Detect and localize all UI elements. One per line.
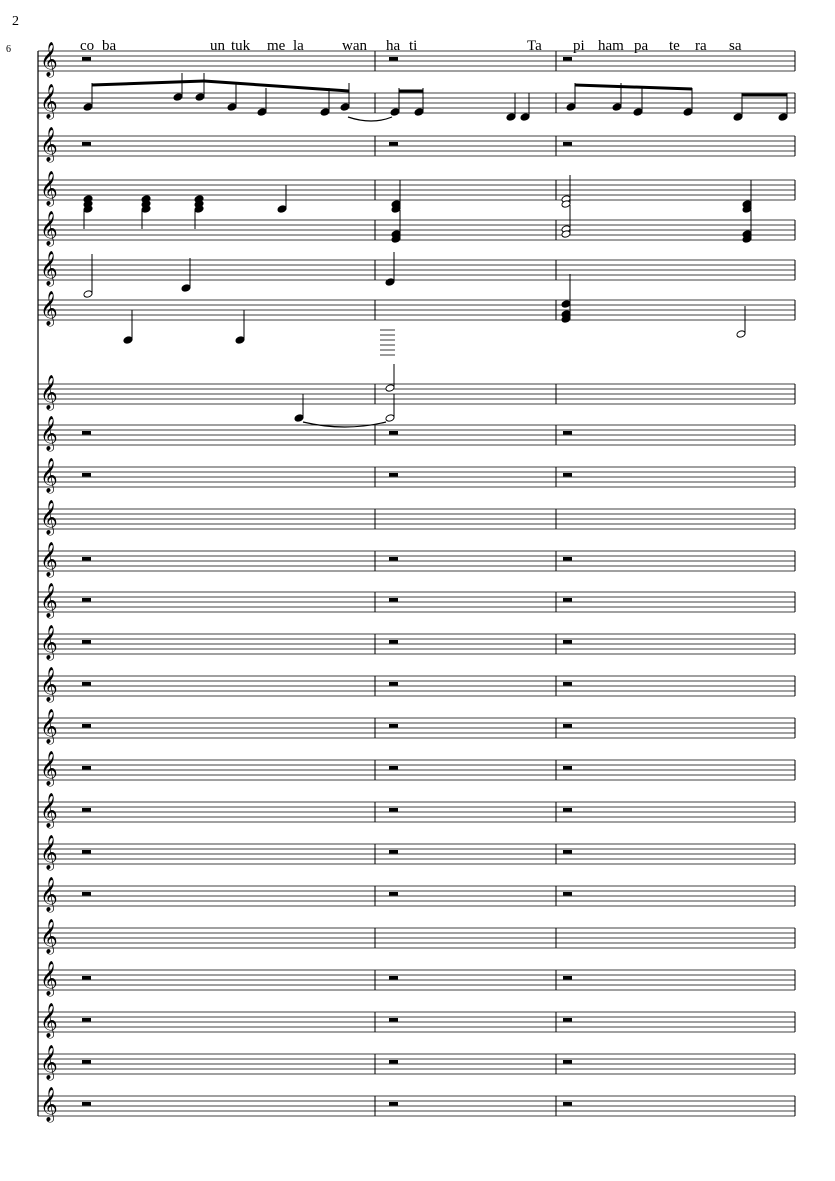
melody-note: [566, 103, 576, 112]
whole-rest: [563, 640, 572, 644]
whole-rest: [389, 142, 398, 146]
chord-note: [277, 205, 287, 214]
bass-note: [83, 290, 93, 299]
melody-note: [633, 108, 643, 117]
melody-note: [83, 103, 93, 112]
note-beam: [575, 85, 692, 89]
melody-note: [257, 108, 267, 117]
whole-rest: [389, 1060, 398, 1064]
whole-rest: [82, 724, 91, 728]
whole-rest: [389, 976, 398, 980]
melody-note: [195, 93, 205, 102]
treble-clef-icon: 𝄞: [40, 171, 58, 206]
lyric-syllable: pi: [573, 38, 585, 54]
treble-clef-icon: 𝄞: [40, 542, 58, 577]
treble-clef-icon: 𝄞: [40, 625, 58, 660]
bass-note: [736, 330, 746, 339]
melody-note: [340, 103, 350, 112]
treble-clef-icon: 𝄞: [40, 919, 58, 954]
melody-note: [385, 384, 395, 393]
whole-rest: [389, 431, 398, 435]
melody-note: [506, 113, 516, 122]
note-beam: [204, 81, 349, 91]
lyric-syllable: me: [267, 38, 286, 54]
whole-rest: [563, 1018, 572, 1022]
whole-rest: [82, 1102, 91, 1106]
whole-rest: [389, 473, 398, 477]
whole-rest: [389, 598, 398, 602]
whole-rest: [389, 766, 398, 770]
whole-rest: [389, 640, 398, 644]
lyric-syllable: co: [80, 38, 95, 54]
lyric-syllable: te: [669, 38, 680, 54]
treble-clef-icon: 𝄞: [40, 251, 58, 286]
treble-clef-icon: 𝄞: [40, 667, 58, 702]
treble-clef-icon: 𝄞: [40, 291, 58, 326]
treble-clef-icon: 𝄞: [40, 709, 58, 744]
whole-rest: [389, 850, 398, 854]
melody-note: [320, 108, 330, 117]
whole-rest: [82, 557, 91, 561]
melody-note: [778, 113, 788, 122]
treble-clef-icon: 𝄞: [40, 793, 58, 828]
whole-rest: [563, 557, 572, 561]
lyric-syllable: ra: [695, 38, 707, 54]
whole-rest: [82, 682, 91, 686]
tie: [303, 422, 386, 427]
melody-note: [612, 103, 622, 112]
bass-note: [385, 278, 395, 287]
melody-note: [385, 414, 395, 423]
lyric-syllable: la: [293, 38, 304, 54]
whole-rest: [563, 473, 572, 477]
lyric-syllable: tuk: [231, 38, 251, 54]
treble-clef-icon: 𝄞: [40, 84, 58, 119]
whole-rest: [563, 142, 572, 146]
bass-note: [561, 300, 571, 309]
lyric-syllable: pa: [634, 38, 649, 54]
lyric-syllable: Ta: [527, 38, 542, 54]
whole-rest: [563, 57, 572, 61]
whole-rest: [82, 598, 91, 602]
whole-rest: [82, 766, 91, 770]
whole-rest: [82, 1018, 91, 1022]
whole-rest: [563, 976, 572, 980]
lyric-syllable: ham: [598, 38, 624, 54]
lyric-syllable: sa: [729, 38, 742, 54]
whole-rest: [563, 1060, 572, 1064]
melody-note: [173, 93, 183, 102]
whole-rest: [82, 850, 91, 854]
treble-clef-icon: 𝄞: [40, 42, 58, 77]
treble-clef-icon: 𝄞: [40, 211, 58, 246]
whole-rest: [82, 892, 91, 896]
page-number: 2: [12, 14, 19, 29]
whole-rest: [82, 431, 91, 435]
melody-note: [227, 103, 237, 112]
treble-clef-icon: 𝄞: [40, 835, 58, 870]
treble-clef-icon: 𝄞: [40, 127, 58, 162]
whole-rest: [389, 557, 398, 561]
whole-rest: [389, 808, 398, 812]
treble-clef-icon: 𝄞: [40, 375, 58, 410]
treble-clef-icon: 𝄞: [40, 416, 58, 451]
whole-rest: [82, 57, 91, 61]
whole-rest: [389, 892, 398, 896]
whole-rest: [82, 473, 91, 477]
whole-rest: [563, 1102, 572, 1106]
whole-rest: [389, 724, 398, 728]
treble-clef-icon: 𝄞: [40, 583, 58, 618]
treble-clef-icon: 𝄞: [40, 751, 58, 786]
lyric-syllable: ha: [386, 38, 401, 54]
treble-clef-icon: 𝄞: [40, 1087, 58, 1122]
whole-rest: [563, 431, 572, 435]
treble-clef-icon: 𝄞: [40, 1045, 58, 1080]
note-beam: [92, 81, 204, 85]
whole-rest: [82, 1060, 91, 1064]
treble-clef-icon: 𝄞: [40, 1003, 58, 1038]
whole-rest: [563, 724, 572, 728]
treble-clef-icon: 𝄞: [40, 877, 58, 912]
tie: [348, 117, 392, 121]
whole-rest: [563, 682, 572, 686]
melody-note: [683, 108, 693, 117]
lyric-syllable: ti: [409, 38, 418, 54]
melody-note: [414, 108, 424, 117]
treble-clef-icon: 𝄞: [40, 458, 58, 493]
whole-rest: [563, 808, 572, 812]
melody-note: [390, 108, 400, 117]
bass-note: [235, 336, 245, 345]
whole-rest: [82, 640, 91, 644]
whole-rest: [389, 57, 398, 61]
melody-note: [733, 113, 743, 122]
treble-clef-icon: 𝄞: [40, 500, 58, 535]
bass-note: [123, 336, 133, 345]
lyric-syllable: wan: [342, 38, 367, 54]
whole-rest: [563, 892, 572, 896]
lyric-syllable: un: [210, 38, 225, 54]
melody-note: [520, 113, 530, 122]
whole-rest: [563, 850, 572, 854]
melody-note: [294, 414, 304, 423]
whole-rest: [563, 766, 572, 770]
whole-rest: [82, 808, 91, 812]
bass-note: [181, 284, 191, 293]
whole-rest: [82, 142, 91, 146]
whole-rest: [82, 976, 91, 980]
measure-number: 6: [6, 44, 11, 55]
lyric-syllable: ba: [102, 38, 117, 54]
whole-rest: [563, 598, 572, 602]
treble-clef-icon: 𝄞: [40, 961, 58, 996]
whole-rest: [389, 682, 398, 686]
whole-rest: [389, 1102, 398, 1106]
whole-rest: [389, 1018, 398, 1022]
